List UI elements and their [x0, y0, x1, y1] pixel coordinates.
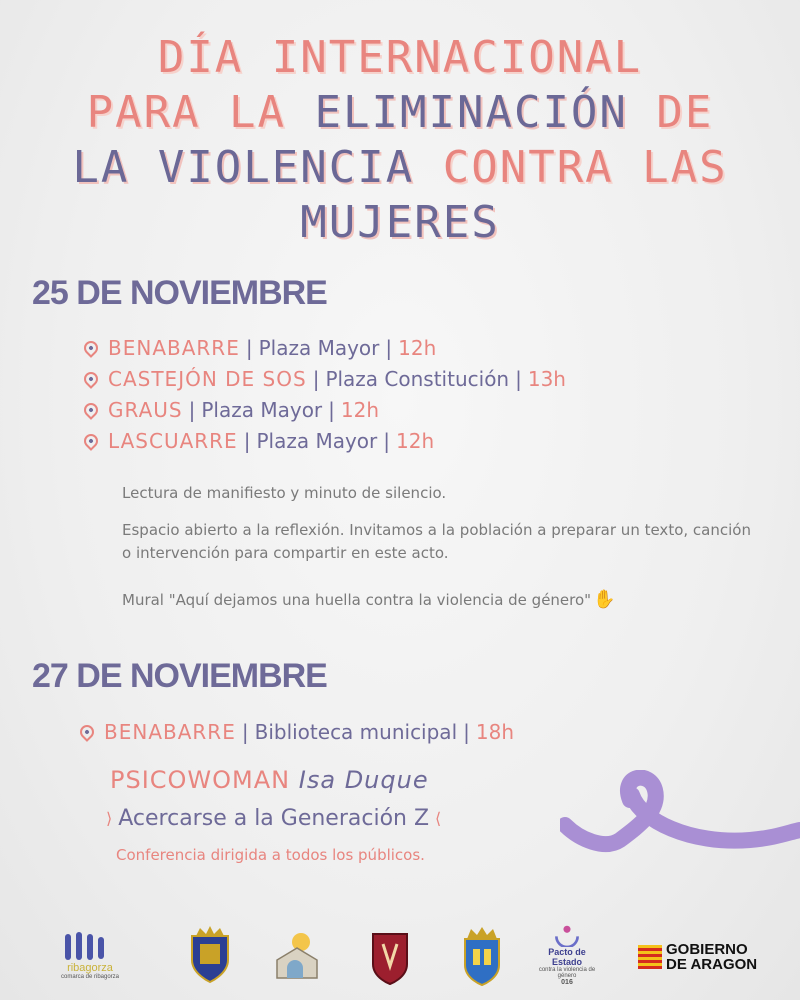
- speaker: [110, 766, 429, 794]
- activity-description-3: [122, 588, 762, 612]
- title-line-3b: CONTRA LAS: [442, 142, 728, 193]
- separator: |: [245, 335, 253, 360]
- pacto-title: Pacto de Estado: [548, 947, 586, 967]
- location-town: GRAUS: [108, 397, 183, 422]
- sparkle-left-icon: ⟩: [106, 809, 113, 828]
- ribbon-icon: [560, 770, 800, 860]
- title-line-3a: LA VIOLENCIA: [72, 142, 443, 193]
- gobierno-line-2: DE ARAGON: [666, 956, 758, 973]
- activity-description-1: Lectura de manifiesto y minuto de silencio.: [122, 484, 447, 502]
- location-pin-icon: [81, 400, 101, 420]
- location-item: [84, 332, 566, 363]
- title-line-2b: ELIMINACIÓN: [314, 87, 628, 138]
- location-pin-icon: [81, 338, 101, 358]
- location-place: Plaza Mayor: [258, 335, 380, 360]
- speaker-brand: PSICOWOMAN: [110, 766, 291, 794]
- talk-title: Acercarse a la Generación Z: [118, 806, 430, 831]
- separator: |: [312, 366, 320, 391]
- separator: |: [515, 366, 522, 391]
- location-item: [84, 394, 566, 425]
- sponsor-logos: [0, 920, 800, 990]
- pacto-sub: contra la violencia de género: [538, 967, 596, 979]
- title-line-2a: PARA LA: [86, 87, 315, 138]
- location-town: LASCUARRE: [108, 428, 238, 453]
- title-line-3: [0, 140, 800, 195]
- separator: |: [463, 719, 470, 744]
- page-title: [0, 30, 800, 250]
- gobierno-line-1: GOBIERNO: [666, 941, 748, 958]
- ribagorza-sub: comarca de ribagorza: [60, 973, 120, 980]
- location-list-27: [80, 716, 514, 747]
- location-hour: 13h: [527, 366, 566, 391]
- hand-lines-icon: [60, 932, 120, 962]
- pacto-circle-icon: [549, 924, 585, 947]
- location-place: Biblioteca municipal: [254, 719, 458, 744]
- location-town: BENABARRE: [104, 719, 236, 744]
- aragon-flag-icon: [638, 945, 662, 969]
- ribagorza-name: ribagorza: [67, 961, 113, 974]
- date-heading-25: 25 DE NOVIEMBRE: [32, 274, 327, 312]
- location-hour: 12h: [340, 397, 380, 422]
- separator: |: [241, 719, 249, 744]
- date-heading-27: 27 DE NOVIEMBRE: [32, 657, 327, 695]
- location-hour: 18h: [475, 719, 514, 744]
- gobierno-aragon-logo: [638, 940, 768, 974]
- separator: |: [385, 335, 393, 360]
- separator: |: [328, 397, 335, 422]
- crest-logo-3: [458, 924, 506, 988]
- location-item: [80, 716, 514, 747]
- location-pin-icon: [81, 431, 101, 451]
- title-line-2c: DE: [627, 87, 714, 138]
- gobierno-text: [666, 942, 757, 972]
- pacto-estado-logo: [532, 924, 602, 986]
- location-list-25: [84, 332, 566, 456]
- location-place: Plaza Mayor: [201, 397, 323, 422]
- location-place: Plaza Constitución: [325, 366, 510, 391]
- location-place: Plaza Mayor: [256, 428, 378, 453]
- speaker-name: Isa Duque: [298, 766, 429, 794]
- mural-text: Mural "Aquí dejamos una huella contra la violencia de género": [122, 591, 592, 609]
- sparkle-right-icon: ⟨: [435, 809, 442, 828]
- talk-subtitle: Conferencia dirigida a todos los públicos.: [116, 846, 425, 864]
- talk-title-row: [100, 806, 447, 831]
- title-line-2: [0, 85, 800, 140]
- location-item: [84, 363, 566, 394]
- title-line-4: MUJERES: [300, 197, 500, 248]
- separator: |: [383, 428, 390, 453]
- separator: |: [243, 428, 251, 453]
- location-hour: 12h: [398, 335, 437, 360]
- crest-logo-2: [368, 925, 412, 987]
- title-line-1: DÍA INTERNACIONAL: [157, 32, 643, 83]
- bridge-logo: [272, 928, 322, 983]
- handprint-icon: ✋: [593, 589, 616, 610]
- location-town: CASTEJÓN DE SOS: [108, 366, 307, 391]
- location-item: [84, 425, 566, 456]
- location-pin-icon: [81, 369, 101, 389]
- location-hour: 12h: [396, 428, 435, 453]
- crest-logo-1: [185, 925, 235, 985]
- separator: |: [188, 397, 196, 422]
- location-town: BENABARRE: [108, 335, 240, 360]
- pacto-phone: 016: [561, 979, 573, 986]
- ribagorza-logo: [45, 928, 135, 983]
- location-pin-icon: [77, 722, 97, 742]
- activity-description-2: Espacio abierto a la reflexión. Invitamos a la población a preparar un texto, canción o intervención para compartir en este acto.: [122, 521, 751, 562]
